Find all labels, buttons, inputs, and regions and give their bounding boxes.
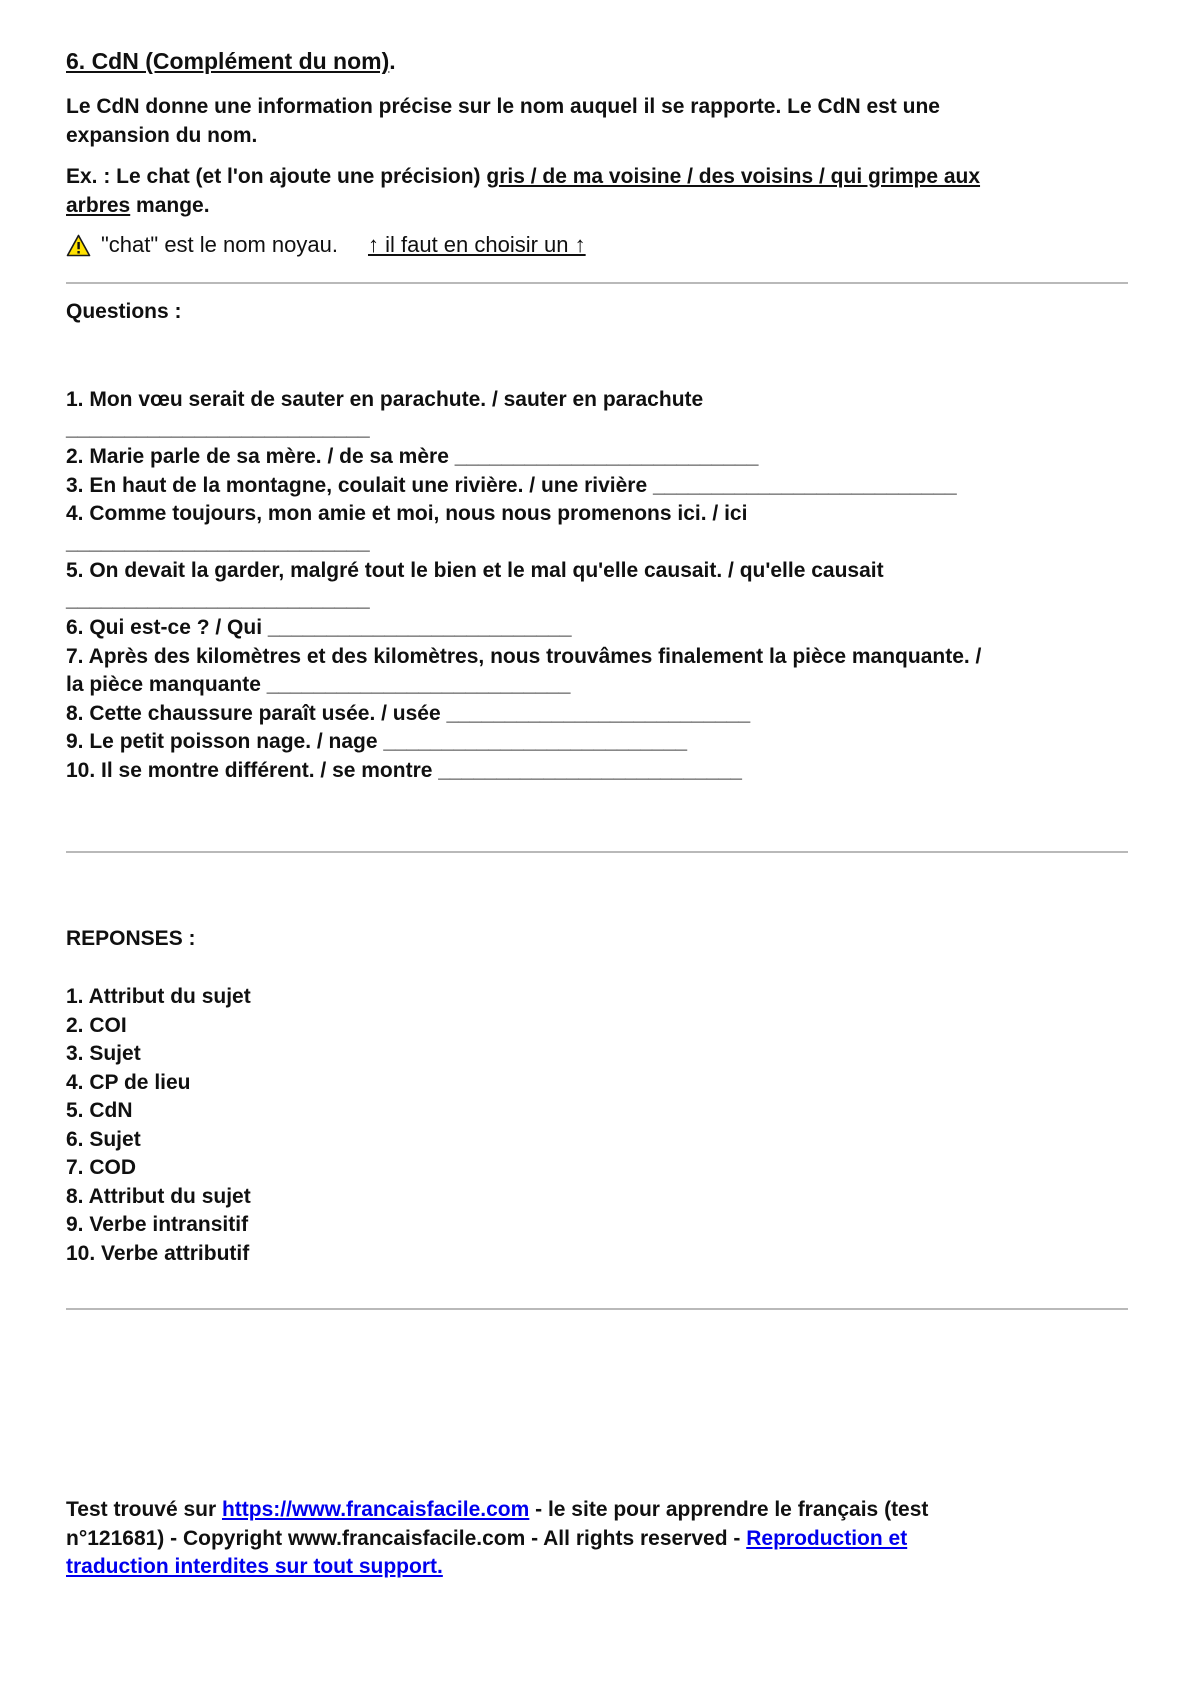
example-paragraph <box>66 162 1128 220</box>
answer-line: 6. Sujet <box>66 1127 141 1151</box>
note-line <box>66 230 1128 260</box>
footer-text-segment: n°121681) - Copyright www.francaisfacile.com - All rights reserved - <box>66 1526 747 1550</box>
footer-line-1 <box>66 1496 1128 1525</box>
answer-line: 2. COI <box>66 1013 127 1037</box>
divider <box>66 1308 1128 1310</box>
question-line: 2. Marie parle de sa mère. / de sa mère __________________________ <box>66 445 759 468</box>
answers-list <box>66 983 1128 1268</box>
footer-text-segment: Test trouvé sur <box>66 1498 222 1521</box>
page-title <box>66 46 1128 76</box>
footer-link-reproduction[interactable]: traduction interdites sur tout support. <box>66 1555 443 1578</box>
question-line: 3. En haut de la montagne, coulait une rivière. / une rivière __________________________ <box>66 473 957 497</box>
footer-link-reproduction[interactable]: Reproduction et <box>746 1526 908 1550</box>
footer-line-3 <box>66 1553 1128 1582</box>
footer-link-site[interactable]: https://www.francaisfacile.com <box>221 1498 530 1521</box>
question-line: 10. Il se montre différent. / se montre __________________________ <box>66 758 742 782</box>
intro-line: Le CdN donne une information précise sur le nom auquel il se rapporte. Le CdN est une <box>66 95 940 118</box>
answer-line: 5. CdN <box>66 1099 133 1122</box>
answer-line: 10. Verbe attributif <box>66 1241 250 1265</box>
footer-line-2 <box>66 1525 1128 1554</box>
example-segment: gris / de ma voisine / des voisins / qui grimpe aux <box>486 165 981 188</box>
answer-line: 7. COD <box>66 1156 137 1179</box>
footer-text-segment: - le site pour apprendre le français (test <box>529 1498 929 1521</box>
example-line-2 <box>66 191 1128 220</box>
question-line: 4. Comme toujours, mon amie et moi, nous nous promenons ici. / ici <box>66 502 748 525</box>
answer-line: 1. Attribut du sujet <box>66 985 251 1008</box>
example-segment: Ex. : Le chat (et l'on ajoute une précision) <box>66 165 487 188</box>
question-line: __________________________ <box>66 416 370 440</box>
questions-heading: Questions : <box>66 300 182 323</box>
example-segment: mange. <box>130 194 210 217</box>
questions-list <box>66 386 1128 785</box>
divider <box>66 282 1128 284</box>
question-line: __________________________ <box>66 530 370 554</box>
answers-heading: REPONSES : <box>66 927 196 950</box>
answer-line: 9. Verbe intransitif <box>66 1213 249 1236</box>
example-line-1 <box>66 162 1128 191</box>
warning-icon <box>66 234 91 257</box>
answer-line: 8. Attribut du sujet <box>66 1184 251 1208</box>
note-underlined-text: ↑ il faut en choisir un ↑ <box>367 232 586 257</box>
footer <box>66 1496 1128 1582</box>
example-segment: arbres <box>66 194 131 217</box>
divider <box>66 851 1128 853</box>
intro-paragraph <box>66 92 1128 150</box>
intro-line: expansion du nom. <box>66 124 258 147</box>
question-line: 6. Qui est-ce ? / Qui __________________________ <box>66 616 572 639</box>
title-segment: . <box>389 48 396 74</box>
question-line: __________________________ <box>66 587 370 611</box>
note-text: "chat" est le nom noyau. <box>101 232 338 257</box>
question-line: 5. On devait la garder, malgré tout le bien et le mal qu'elle causait. / qu'elle causait <box>66 559 884 582</box>
question-line: la pièce manquante __________________________ <box>66 673 571 696</box>
question-line: 9. Le petit poisson nage. / nage __________________________ <box>66 730 688 753</box>
question-line: 7. Après des kilomètres et des kilomètres, nous trouvâmes finalement la pièce manquante. / <box>66 644 982 668</box>
answer-line: 3. Sujet <box>66 1042 141 1065</box>
question-line: 8. Cette chaussure paraît usée. / usée __________________________ <box>66 701 751 725</box>
title-segment: 6. CdN (Complément du nom) <box>66 48 390 74</box>
answer-line: 4. CP de lieu <box>66 1070 191 1094</box>
question-line: 1. Mon vœu serait de sauter en parachute. / sauter en parachute <box>66 388 704 411</box>
